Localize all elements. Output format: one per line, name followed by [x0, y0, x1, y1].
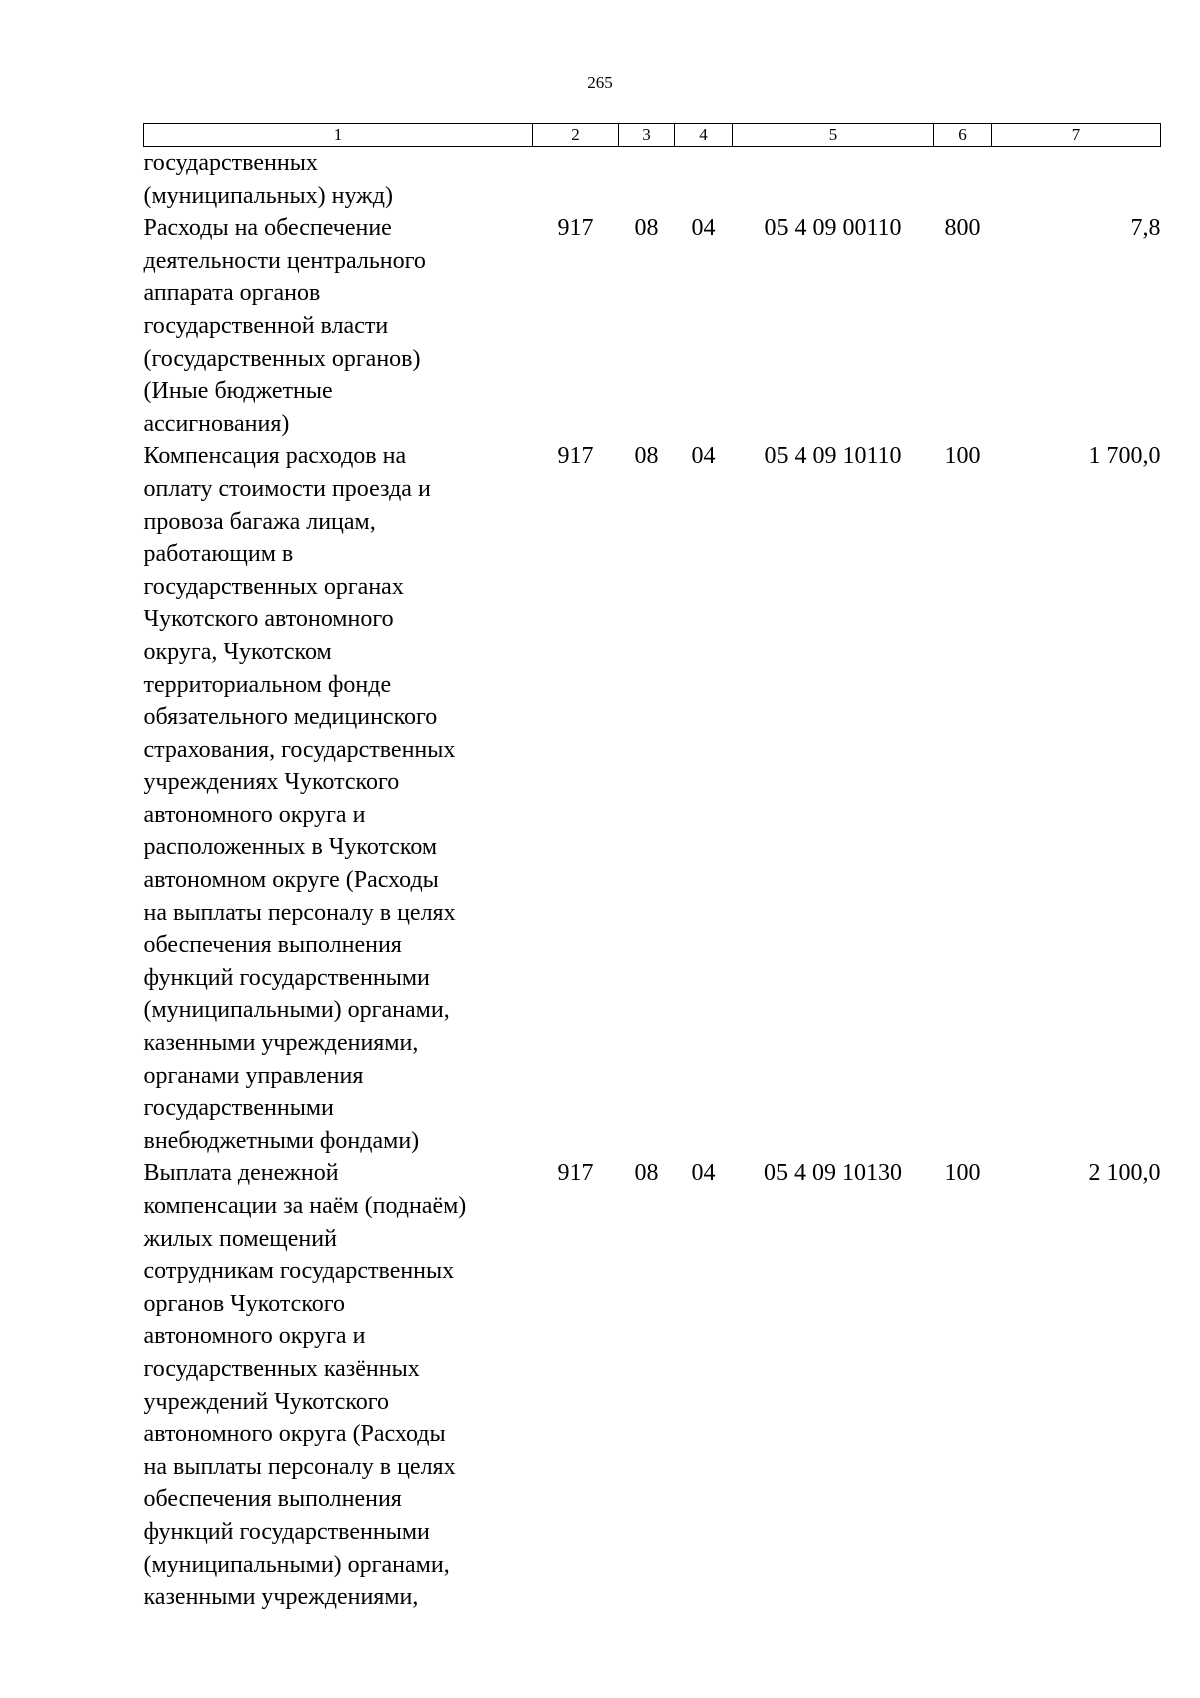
- section-code-cell: 08: [634, 1160, 659, 1187]
- description-line: функций государственными: [143, 964, 430, 991]
- subsection-code-cell: 04: [691, 443, 716, 470]
- table-row: [144, 212, 1161, 440]
- description-line: сотрудникам государственных: [143, 1258, 455, 1285]
- description-line: провоза багажа лицам,: [143, 508, 376, 535]
- description-line: государственных: [143, 150, 318, 176]
- subsection-code-cell: 04: [691, 1160, 716, 1187]
- description-line: казенными учреждениями,: [143, 1030, 419, 1057]
- description-line: казенными учреждениями,: [143, 1584, 419, 1611]
- description-line: учреждениях Чукотского: [143, 769, 400, 796]
- section-code-cell: 08: [634, 215, 659, 242]
- description-line: аппарата органов: [143, 280, 321, 307]
- page-number: 265: [587, 73, 613, 92]
- admin-code-cell: 917: [557, 443, 594, 470]
- description-line: округа, Чукотском: [143, 638, 332, 665]
- target-article-cell: 05 4 09 10110: [764, 443, 902, 470]
- header-col-5: 5: [733, 124, 934, 147]
- expense-type-cell: 800: [944, 215, 981, 242]
- description-line: территориальном фонде: [143, 671, 392, 698]
- subsection-code-cell: [675, 147, 733, 213]
- description-line: обязательного медицинского: [143, 704, 438, 731]
- description-line: работающим в: [143, 541, 294, 568]
- description-line: расположенных в Чукотском: [143, 834, 438, 861]
- description-line: внебюджетными фондами): [143, 1127, 420, 1154]
- target-article-cell: 05 4 09 00110: [764, 215, 902, 242]
- description-line: Расходы на обеспечение: [143, 215, 392, 242]
- description-line: государственных казённых: [143, 1355, 420, 1382]
- description-line: учреждений Чукотского: [143, 1388, 390, 1415]
- description-line: деятельности центрального: [143, 247, 426, 274]
- description-cell: [144, 1157, 533, 1613]
- expense-type-cell: [934, 147, 992, 213]
- table-row: [144, 440, 1161, 1157]
- description-cell: [144, 212, 533, 440]
- description-cell: [144, 440, 533, 1157]
- target-article-cell: 05 4 09 10130: [764, 1160, 902, 1187]
- description-line: государственными: [143, 1095, 334, 1122]
- header-col-4: 4: [675, 124, 733, 147]
- budget-document: [143, 123, 1160, 1614]
- description-line: государственных органах: [143, 573, 404, 600]
- description-line: автономного округа и: [143, 801, 366, 828]
- description-line: оплату стоимости проезда и: [143, 475, 431, 502]
- header-col-2: 2: [533, 124, 619, 147]
- description-line: жилых помещений: [143, 1225, 337, 1252]
- description-line: компенсации за наём (поднаём): [143, 1193, 467, 1219]
- description-line: (муниципальными) органами,: [143, 997, 450, 1024]
- table-row: [144, 147, 1161, 213]
- description-cell: [144, 147, 533, 213]
- description-line: обеспечения выполнения: [143, 932, 402, 959]
- table-header: [144, 124, 1161, 147]
- description-line: автономного округа и: [143, 1323, 366, 1350]
- budget-table: [143, 123, 1161, 1614]
- description-line: на выплаты персоналу в целях: [143, 1453, 456, 1480]
- amount-cell: [992, 147, 1161, 213]
- description-line: ассигнования): [143, 410, 290, 437]
- description-line: Выплата денежной: [143, 1160, 339, 1187]
- description-line: (Иные бюджетные: [143, 378, 333, 405]
- description-line: Компенсация расходов на: [143, 443, 407, 470]
- description-line: Чукотского автономного: [143, 606, 394, 633]
- description-line: (муниципальными) органами,: [143, 1551, 450, 1578]
- description-line: органов Чукотского: [143, 1290, 346, 1317]
- header-row: [144, 124, 1161, 147]
- description-line: автономного округа (Расходы: [143, 1421, 446, 1448]
- expense-type-cell: 100: [944, 443, 981, 470]
- amount-cell: 1 700,0: [1088, 443, 1161, 470]
- expense-type-cell: 100: [944, 1160, 981, 1187]
- amount-cell: 2 100,0: [1088, 1160, 1161, 1187]
- admin-code-cell: 917: [557, 215, 594, 242]
- admin-code-cell: 917: [557, 1160, 594, 1187]
- description-line: (муниципальных) нужд): [143, 182, 393, 209]
- header-col-7: 7: [992, 124, 1161, 147]
- description-line: функций государственными: [143, 1518, 430, 1545]
- description-line: автономном округе (Расходы: [143, 867, 439, 894]
- section-code-cell: [619, 147, 675, 213]
- table-body: [144, 147, 1161, 1614]
- subsection-code-cell: 04: [691, 215, 716, 242]
- header-col-3: 3: [619, 124, 675, 147]
- header-col-1: 1: [144, 124, 533, 147]
- header-col-6: 6: [934, 124, 992, 147]
- description-line: обеспечения выполнения: [143, 1486, 402, 1513]
- amount-cell: 7,8: [1130, 215, 1161, 242]
- description-line: на выплаты персоналу в целях: [143, 899, 456, 926]
- description-line: (государственных органов): [143, 345, 421, 372]
- admin-code-cell: [533, 147, 619, 213]
- description-line: государственной власти: [143, 312, 389, 339]
- description-line: органами управления: [143, 1062, 364, 1089]
- description-line: страхования, государственных: [143, 736, 456, 763]
- table-row: [144, 1157, 1161, 1613]
- target-article-cell: [733, 147, 934, 213]
- section-code-cell: 08: [634, 443, 659, 470]
